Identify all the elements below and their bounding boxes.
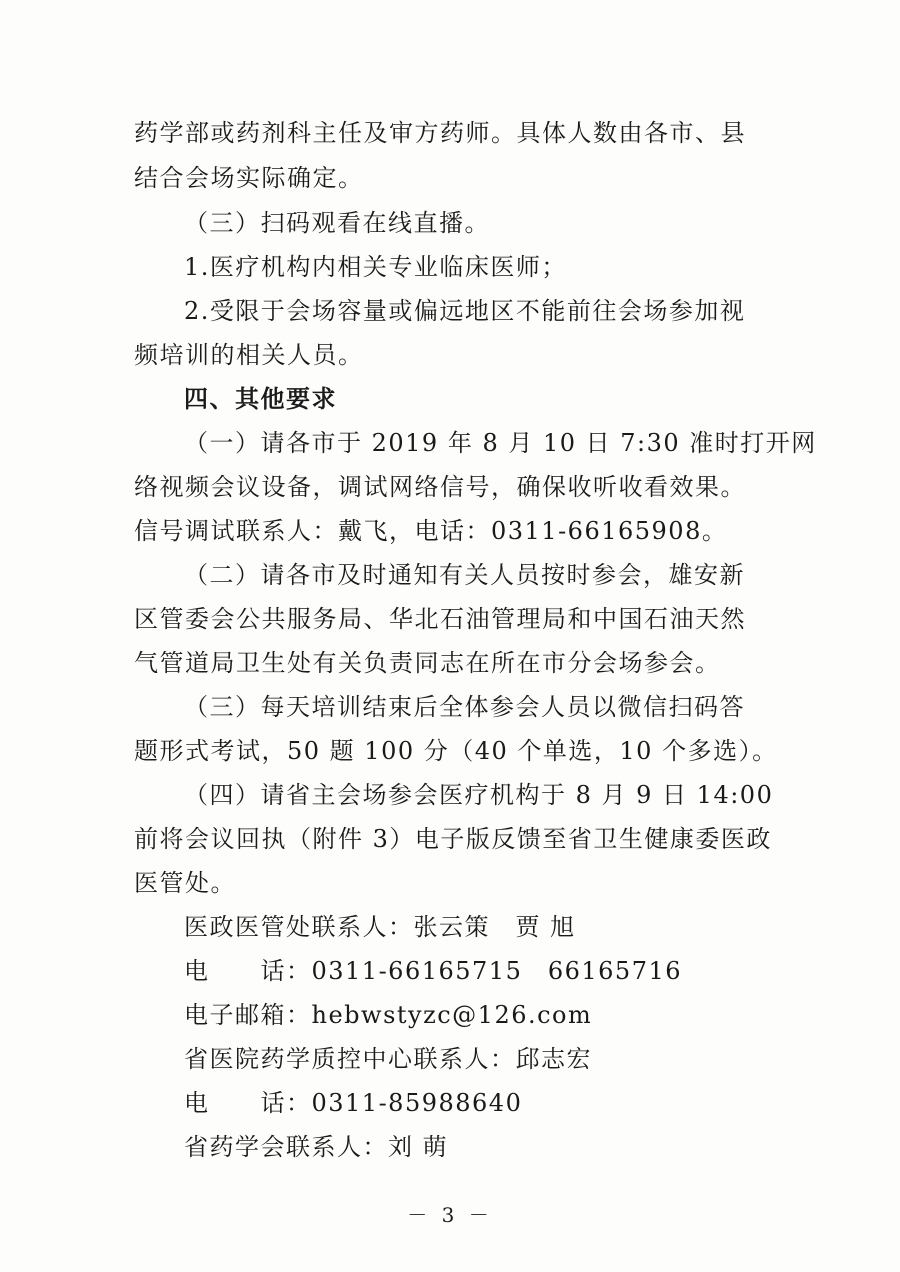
paragraph-line: 络视频会议设备，调试网络信号，确保收听收看效果。 (134, 473, 746, 501)
contact-phone: 电 话：0311-85988640 (184, 1089, 523, 1117)
paragraph-line: 区管委会公共服务局、华北石油管理局和中国石油天然 (134, 605, 746, 633)
paragraph-line: 医管处。 (134, 869, 236, 897)
paragraph-line: （三）每天培训结束后全体参会人员以微信扫码答 (184, 693, 745, 721)
paragraph-line: 信号调试联系人：戴飞，电话：0311-66165908。 (134, 517, 728, 545)
paragraph-line: （四）请省主会场参会医疗机构于 8 月 9 日 14:00 (184, 781, 774, 809)
section-heading-other-requirements: 四、其他要求 (184, 385, 337, 413)
list-item: 2.受限于会场容量或偏远地区不能前往会场参加视 (184, 297, 746, 325)
paragraph-line: 前将会议回执（附件 3）电子版反馈至省卫生健康委医政 (134, 825, 772, 853)
paragraph-line: 题形式考试，50 题 100 分（40 个单选，10 个多选）。 (134, 737, 778, 765)
paragraph-line: 结合会场实际确定。 (134, 164, 364, 192)
page-number: － 3 － (407, 1203, 493, 1227)
paragraph-line: 频培训的相关人员。 (134, 341, 364, 369)
contact-line: 医政医管处联系人：张云策 贾 旭 (184, 913, 576, 941)
contact-line: 省医院药学质控中心联系人：邱志宏 (184, 1045, 592, 1073)
contact-phone: 电 话：0311-66165715 66165716 (184, 957, 682, 985)
paragraph-line: 药学部或药剂科主任及审方药师。具体人数由各市、县 (134, 119, 746, 147)
paragraph-line: （一）请各市于 2019 年 8 月 10 日 7:30 准时打开网 (184, 429, 817, 457)
paragraph-line: 气管道局卫生处有关负责同志在所在市分会场参会。 (134, 649, 721, 677)
list-item: 1.医疗机构内相关专业临床医师； (184, 253, 567, 281)
contact-line: 省药学会联系人：刘 萌 (184, 1133, 449, 1161)
paragraph-line: （二）请各市及时通知有关人员按时参会，雄安新 (184, 561, 745, 589)
contact-email: 电子邮箱：hebwstyzc@126.com (184, 1001, 593, 1029)
subheading-scan-live: （三）扫码观看在线直播。 (184, 209, 490, 237)
